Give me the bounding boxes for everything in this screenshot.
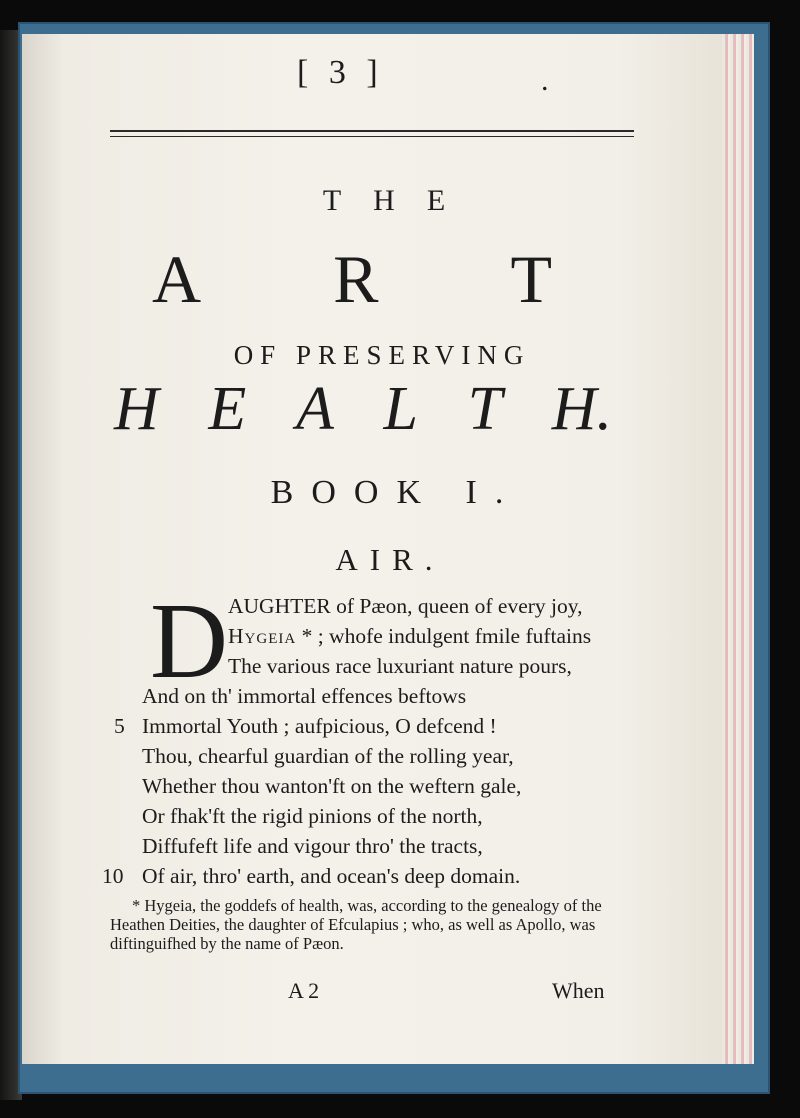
- verse-line: Whether thou wanton'ft on the weftern gale,: [142, 774, 522, 798]
- page-number: [ 3 ]: [297, 54, 384, 91]
- title-art-letter: T: [510, 241, 552, 317]
- title-health-letter: H: [114, 375, 159, 443]
- verse-line: Or fhak'ft the rigid pinions of the north,: [142, 804, 483, 828]
- title-health-letter: L: [383, 375, 418, 443]
- book-page: [22, 34, 722, 1064]
- verse-line: Of air, thro' earth, and ocean's deep domain.: [142, 864, 521, 888]
- verse-line: Thou, chearful guardian of the rolling year,: [142, 744, 514, 768]
- verse-line: The various race luxuriant nature pours,: [228, 654, 572, 678]
- title-health-letter: T: [467, 375, 503, 443]
- verse-line: [228, 624, 591, 649]
- verse-line: Diffufeft life and vigour thro' the tracts,: [142, 834, 483, 858]
- verse-line: AUGHTER of Pæon, queen of every joy,: [228, 594, 583, 618]
- book-heading: BOOK I.: [270, 474, 522, 511]
- title-health-letter: E: [208, 375, 247, 443]
- verse-line: And on th' immortal effences beftows: [142, 684, 467, 708]
- title-of-preserving: OF PRESERVING: [233, 340, 531, 370]
- page-dot: .: [541, 64, 549, 97]
- verse-smallcaps: Hygeia: [228, 624, 297, 648]
- line-number: 5: [114, 714, 125, 738]
- title-art: [152, 240, 552, 319]
- header-rule-top: [110, 130, 634, 132]
- title-art-letter: R: [333, 241, 379, 317]
- verse-text: * ; whofe indulgent fmile fuftains: [296, 624, 592, 648]
- title-health-letter: H.: [551, 375, 612, 443]
- drop-capital: D: [150, 582, 228, 701]
- verse-line: Immortal Youth ; aufpicious, O defcend !: [142, 714, 497, 738]
- line-number: 10: [102, 864, 124, 888]
- signature-mark: A 2: [288, 978, 320, 1003]
- title-health-letter: A: [295, 375, 334, 443]
- section-heading: AIR.: [335, 542, 445, 577]
- title-the: THE: [322, 184, 478, 217]
- header-rule-bottom: [110, 136, 634, 137]
- title-art-letter: A: [152, 241, 202, 317]
- catchword: When: [552, 978, 605, 1003]
- title-health: [114, 374, 612, 445]
- footnote: * Hygeia, the goddefs of health, was, according to the genealogy of the Heathen Deities, the daughter of Efculapius ; who, as well as Apollo, was diftinguifhed by the name of Pæon.: [110, 896, 602, 953]
